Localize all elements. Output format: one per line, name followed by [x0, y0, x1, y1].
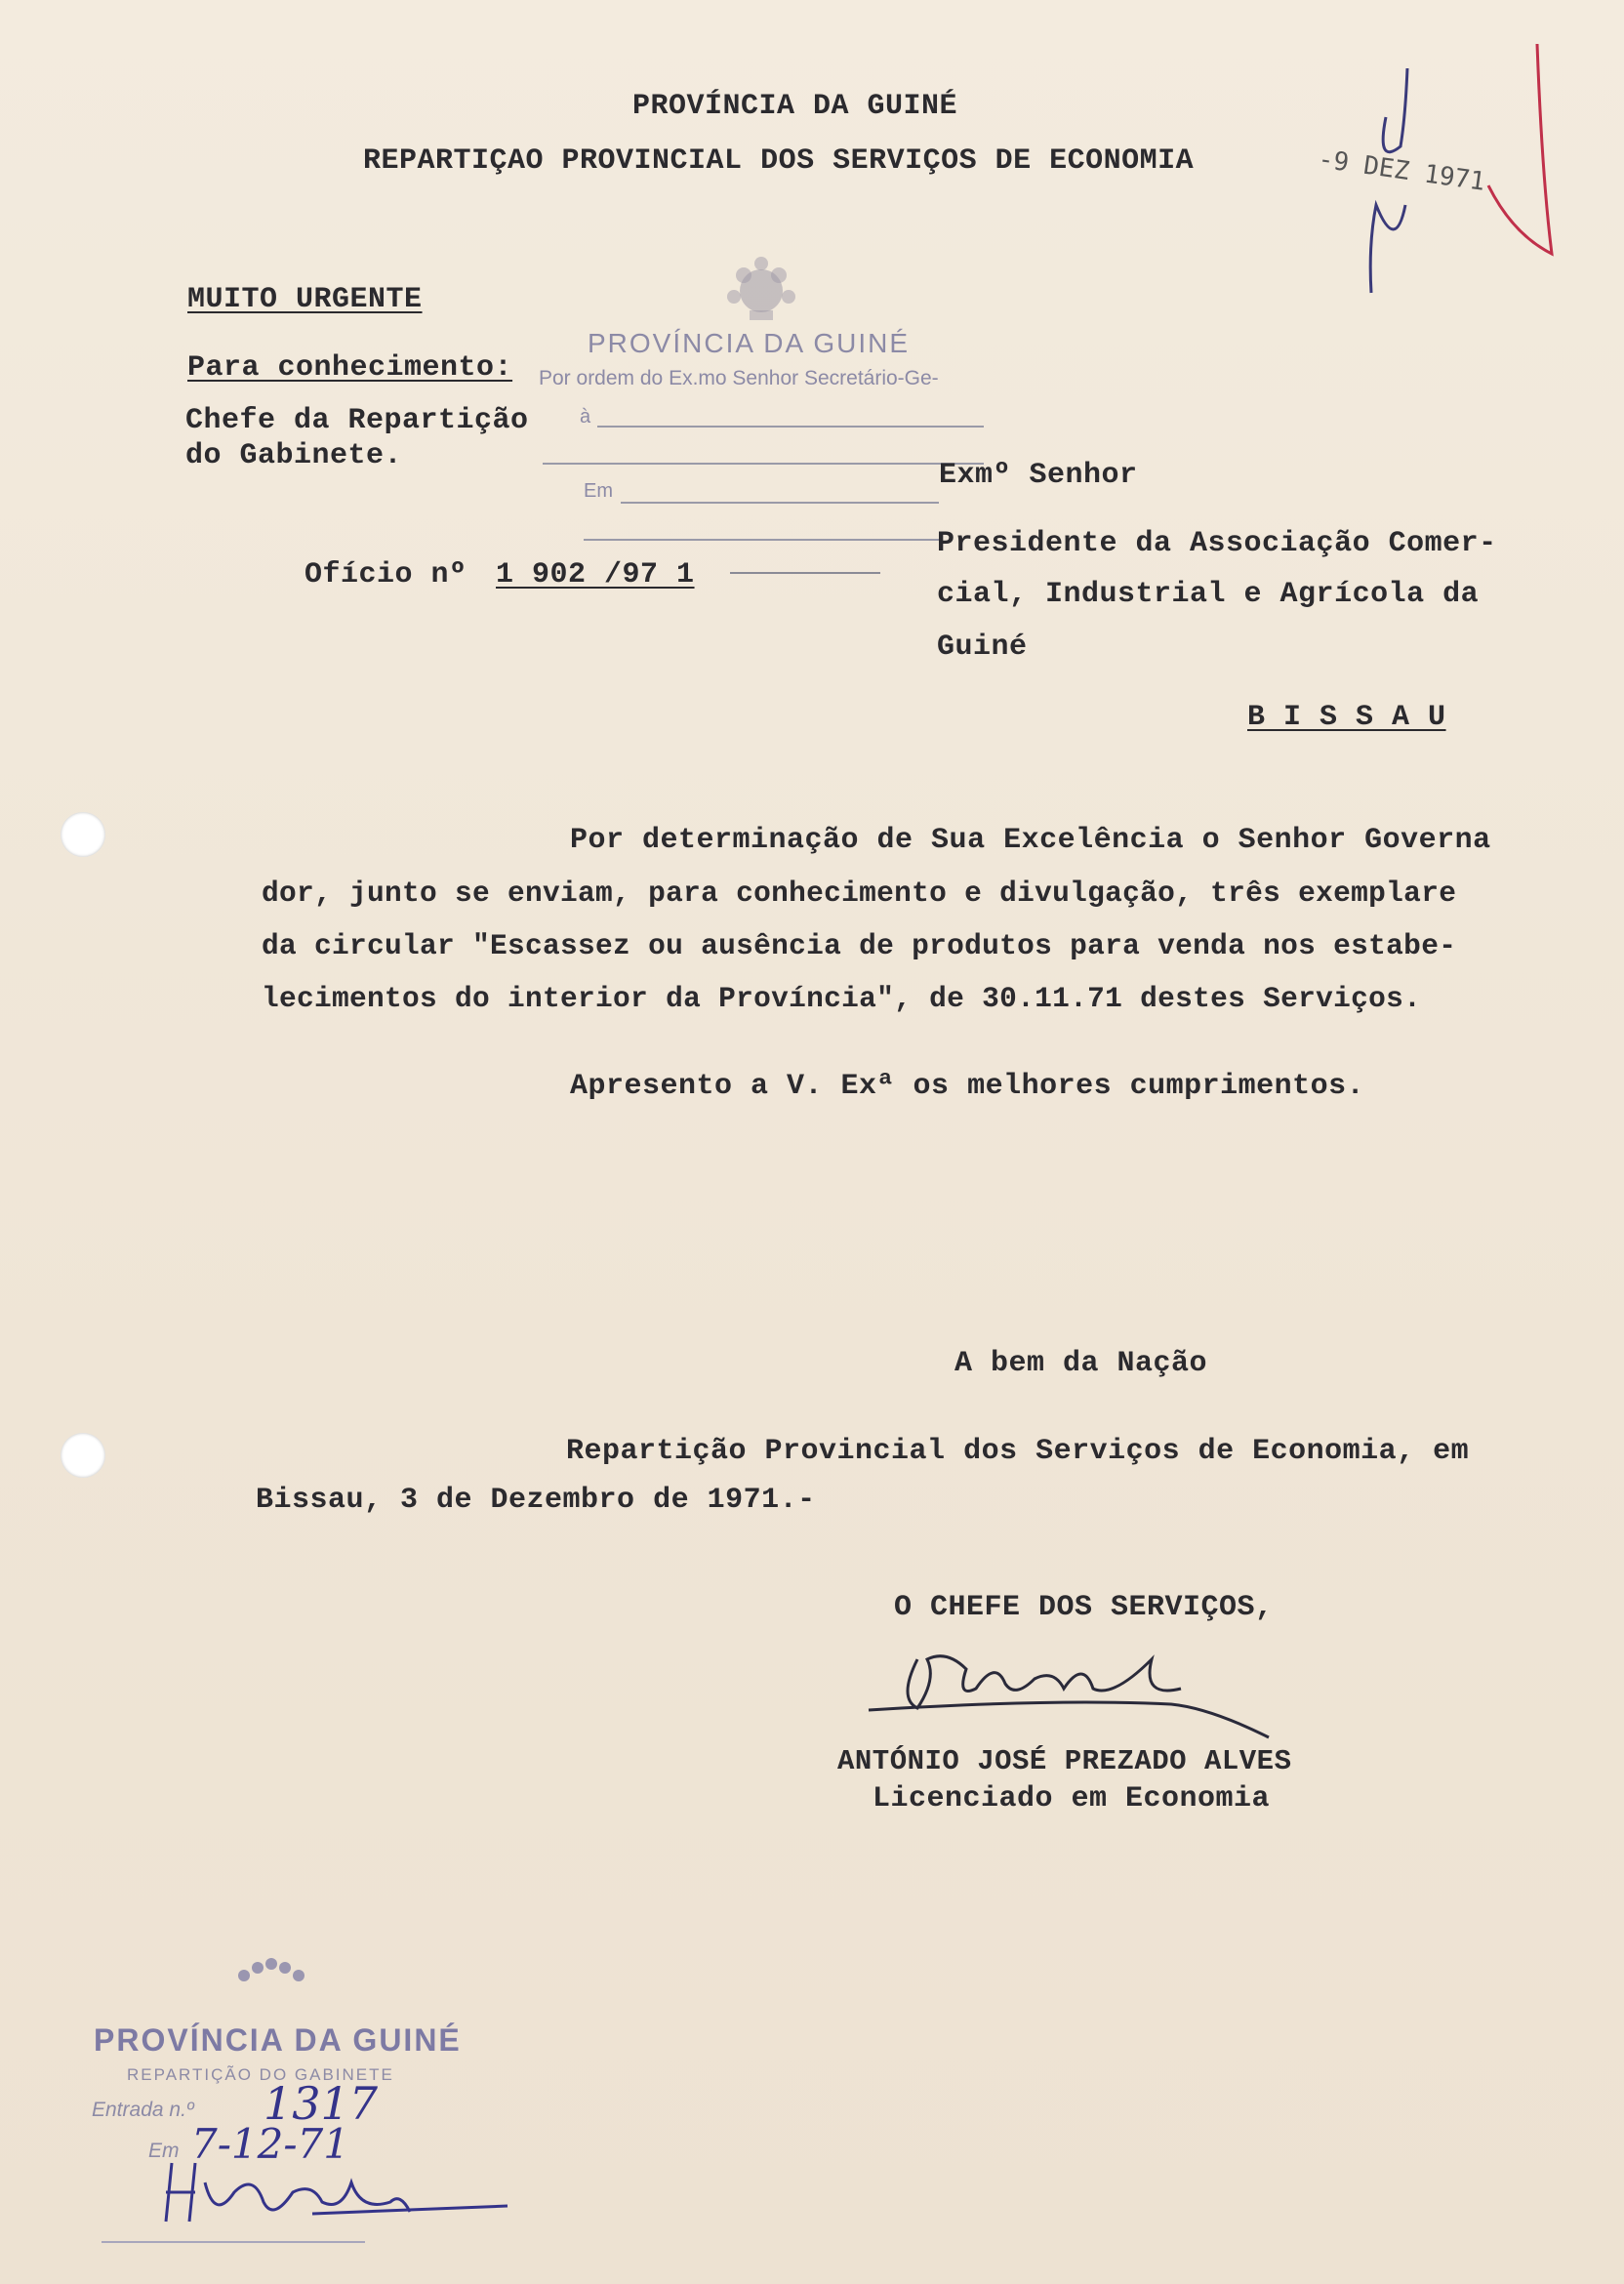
- punch-hole-top: [61, 812, 105, 857]
- addressee-line-1: Presidente da Associação Comer-: [937, 527, 1497, 560]
- reference-line: [730, 572, 880, 574]
- addressee-city: B I S S A U: [1247, 701, 1446, 734]
- stamp-order-text: Por ordem do Ex.mo Senhor Secretário-Ge-: [539, 367, 939, 389]
- received-date-stamp: -9 DEZ 1971: [1316, 144, 1487, 197]
- punch-hole-bottom: [61, 1433, 105, 1478]
- stamp-line-2: [543, 463, 984, 465]
- signatory-title: Licenciado em Economia: [873, 1782, 1271, 1815]
- stamp-line-3: [621, 502, 939, 504]
- check-mark-icon: [1347, 59, 1425, 303]
- for-knowledge-line-2: do Gabinete.: [185, 439, 403, 472]
- salutation: Exmº Senhor: [939, 459, 1138, 492]
- stamp-bottom-em-value: 7-12-71: [191, 2120, 349, 2168]
- stamp-line-4: [584, 539, 943, 541]
- stamp-em-label: Em: [584, 480, 613, 502]
- reference-number: 1 902 /97 1: [496, 558, 695, 591]
- initials-signature: [156, 2153, 527, 2241]
- addressee-line-3: Guiné: [937, 631, 1028, 664]
- coat-of-arms-icon: [714, 256, 808, 324]
- for-knowledge-label: Para conhecimento:: [187, 351, 513, 385]
- closing-motto: A bem da Nação: [954, 1347, 1208, 1380]
- closing-role: O CHEFE DOS SERVIÇOS,: [894, 1591, 1274, 1624]
- closing-place-line-2: Bissau, 3 de Dezembro de 1971.-: [256, 1484, 816, 1517]
- stamp-bottom-entrada-value: 1317: [264, 2077, 379, 2130]
- stamp-bottom-line: [102, 2241, 365, 2243]
- signatory-name: ANTÓNIO JOSÉ PREZADO ALVES: [837, 1745, 1292, 1777]
- red-check-icon: [1483, 39, 1562, 273]
- signature-image: [859, 1640, 1288, 1747]
- body-p1-line-4: lecimentos do interior da Província", de 30.11.71 destes Serviços.: [262, 982, 1422, 1015]
- urgency-label: MUITO URGENTE: [187, 283, 423, 316]
- for-knowledge-line-1: Chefe da Repartição: [185, 404, 529, 437]
- body-p2: Apresento a V. Exª os melhores cumprimentos.: [570, 1070, 1365, 1103]
- stamp-line-1: [597, 426, 984, 428]
- stamp-bottom-entrada-label: Entrada n.º: [92, 2099, 194, 2121]
- stamp-bottom-em-label: Em: [148, 2140, 180, 2162]
- closing-place-line-1: Repartição Provincial dos Serviços de Economia, em: [566, 1435, 1470, 1468]
- addressee-line-2: cial, Industrial e Agrícola da: [937, 578, 1480, 611]
- body-p1-line-2: dor, junto se enviam, para conhecimento e divulgação, três exemplare: [262, 877, 1457, 910]
- body-p1-line-3: da circular "Escassez ou ausência de produtos para venda nos estabe-: [262, 929, 1457, 962]
- header-department: REPARTIÇAO PROVINCIAL DOS SERVIÇOS DE ECONOMIA: [363, 144, 1195, 178]
- reference-label: Ofício nº: [304, 558, 467, 591]
- body-p1-line-1: Por determinação de Sua Excelência o Senhor Governa: [570, 824, 1491, 857]
- stamp-province-title: PROVÍNCIA DA GUINÉ: [588, 328, 911, 358]
- stamp-to-label: à: [580, 406, 591, 428]
- stamp-bottom-subtitle: REPARTIÇÃO DO GABINETE: [127, 2065, 394, 2084]
- header-province: PROVÍNCIA DA GUINÉ: [632, 90, 958, 123]
- stamp-bottom-title: PROVÍNCIA DA GUINÉ: [94, 2022, 462, 2058]
- coat-of-arms-icon-bottom: [224, 1948, 312, 1987]
